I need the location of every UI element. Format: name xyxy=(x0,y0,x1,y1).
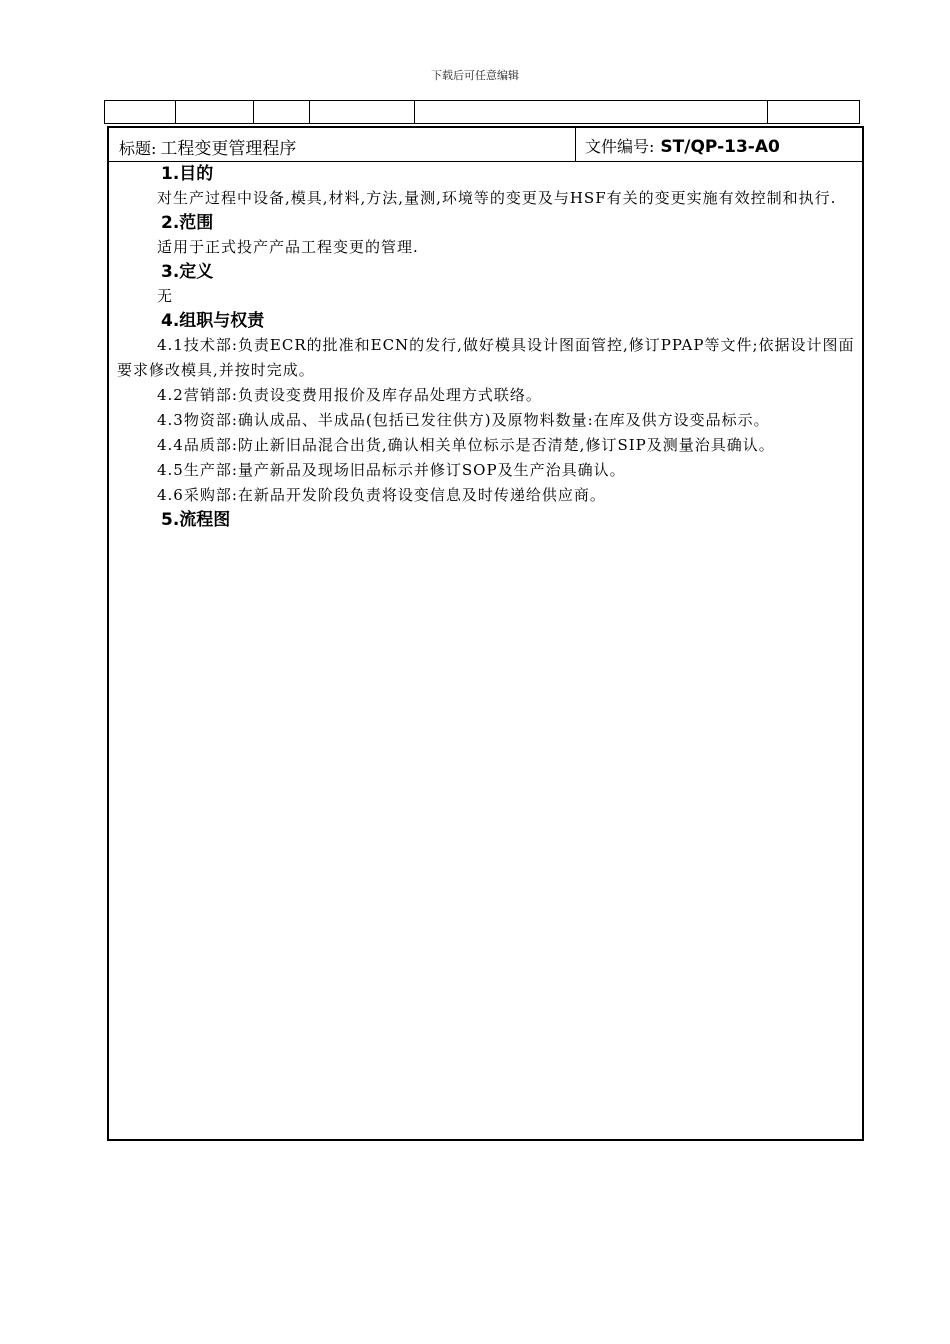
doc-number-field xyxy=(585,134,780,157)
responsibility-item: 4.5生产部:量产新品及现场旧品标示并修订SOP及生产治具确认。 xyxy=(157,461,626,479)
responsibility-item: 4.3物资部:确认成品、半成品(包括已发往供方)及原物料数量:在库及供方设变品标示。 xyxy=(157,411,770,429)
title-label: 标题: xyxy=(119,139,157,158)
responsibility-item: 4.4品质部:防止新旧品混合出货,确认相关单位标示是否清楚,修订SIP及测量治具确认。 xyxy=(157,436,775,454)
document-body xyxy=(117,162,857,532)
title-divider xyxy=(575,128,576,161)
doc-number-label: 文件编号: xyxy=(585,137,655,156)
section-heading-purpose: 1.目的 xyxy=(161,164,214,184)
section-heading-scope: 2.范围 xyxy=(161,213,214,233)
doc-number-value: ST/QP-13-A0 xyxy=(660,137,780,157)
section-heading-definition: 3.定义 xyxy=(161,262,214,282)
section-heading-responsibilities: 4.组职与权责 xyxy=(161,311,265,331)
section-text-purpose: 对生产过程中设备,模具,材料,方法,量测,环境等的变更及与HSF有关的变更实施有效控制和执行. xyxy=(157,189,837,207)
responsibility-item: 4.6采购部:在新品开发阶段负责将设变信息及时传递给供应商。 xyxy=(157,486,606,504)
responsibility-item: 4.1技术部:负责ECR的批准和ECN的发行,做好模具设计图面管控,修订PPAP等文件;依据设计图面要求修改模具,并按时完成。 xyxy=(117,336,855,379)
watermark-text: 下载后可任意编辑 xyxy=(431,69,519,82)
header-empty-cells xyxy=(104,100,860,124)
document-frame xyxy=(107,126,864,1141)
title-row xyxy=(109,128,862,162)
title-value: 工程变更管理程序 xyxy=(160,139,297,159)
responsibility-item: 4.2营销部:负责设变费用报价及库存品处理方式联络。 xyxy=(157,386,542,404)
section-heading-flowchart: 5.流程图 xyxy=(161,510,231,530)
section-text-definition: 无 xyxy=(157,287,174,305)
title-field xyxy=(119,134,296,159)
section-text-scope: 适用于正式投产产品工程变更的管理. xyxy=(157,238,419,256)
